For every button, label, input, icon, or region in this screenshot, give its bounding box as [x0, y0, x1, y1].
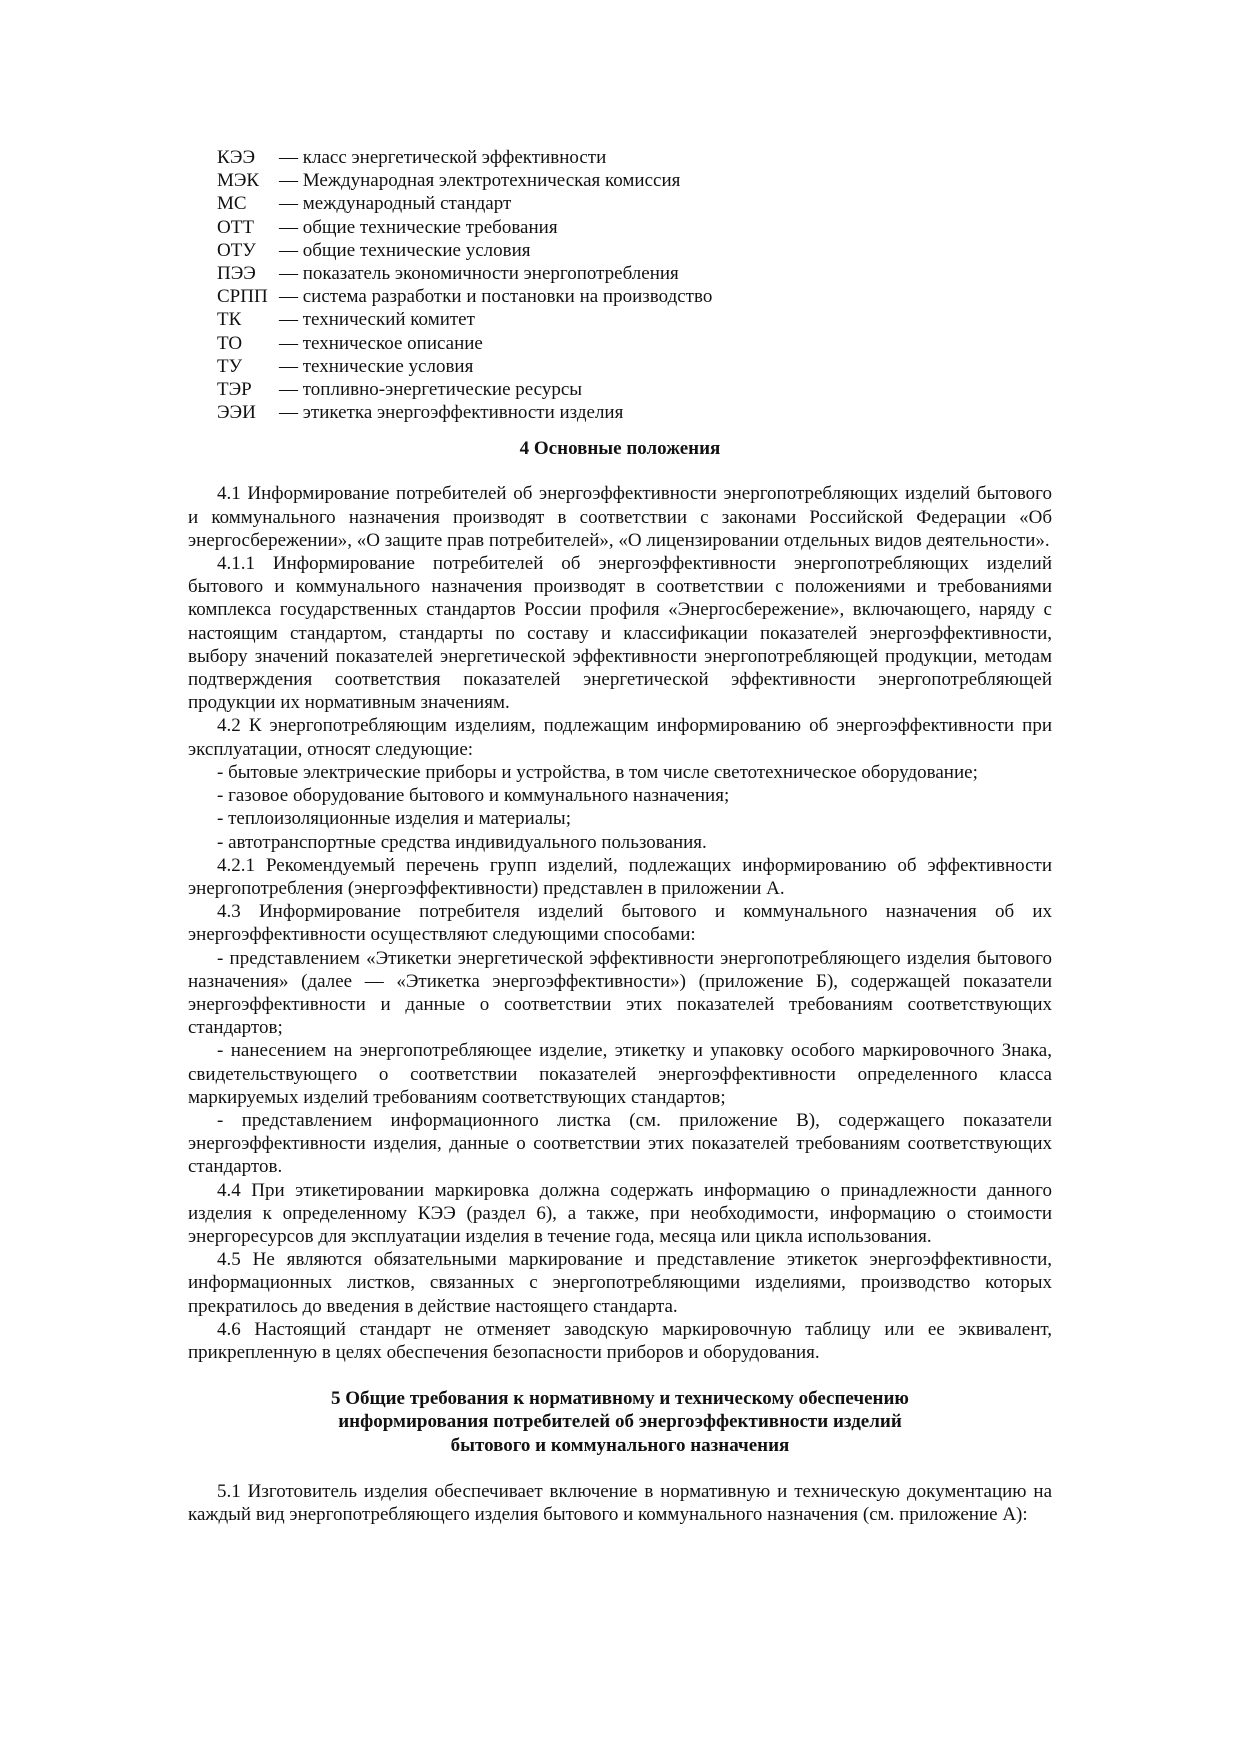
abbreviation-definition: — технический комитет	[279, 309, 475, 331]
abbreviation-code: ОТТ	[217, 216, 254, 238]
abbreviation-row	[217, 355, 1052, 378]
abbreviation-definition: — международный стандарт	[279, 193, 512, 215]
paragraph-4-3: 4.3 Информирование потребителя изделий бытового и коммунального назначения об их энергоэффективности осуществляют следующими способами:	[188, 901, 1052, 946]
abbreviation-definition: — этикетка энергоэффективности изделия	[279, 402, 624, 424]
section-4-heading: 4 Основные положения	[519, 438, 721, 460]
abbreviation-definition: — система разработки и постановки на производство	[279, 286, 713, 308]
paragraph-4-1: 4.1 Информирование потребителей об энергоэффективности энергопотребляющих изделий бытового и коммунального назначения производят в соответствии с законами Российской Федерации «Об энергосбережении», «О защите прав потребителей», «О лицензировании отдельных видов деятельности».	[188, 483, 1052, 551]
abbreviations-list	[188, 146, 1052, 424]
abbreviation-row	[217, 308, 1052, 331]
abbreviation-row	[217, 216, 1052, 239]
section-5-heading	[188, 1387, 1052, 1457]
paragraph-4-5: 4.5 Не являются обязательными маркирование и представление этикеток энергоэффективности, информационных листков, связанных с энергопотребляющими изделиями, производство которых прекратилось до введения в действие настоящего стандарта.	[188, 1249, 1052, 1317]
abbreviation-definition: — Международная электротехническая комиссия	[279, 170, 681, 192]
abbreviation-code: ТУ	[217, 355, 243, 377]
list-item: - бытовые электрические приборы и устройства, в том числе светотехническое оборудование;	[217, 761, 978, 783]
abbreviation-row	[217, 169, 1052, 192]
paragraph-4-2-1: 4.2.1 Рекомендуемый перечень групп изделий, подлежащих информированию об эффективности энергопотребления (энергоэффективности) представлен в приложении А.	[188, 854, 1052, 899]
section-5-heading-line: информирования потребителей об энергоэффективности изделий	[338, 1411, 902, 1433]
abbreviation-code: СРПП	[217, 286, 268, 308]
abbreviation-row	[217, 401, 1052, 424]
paragraph-5-1: 5.1 Изготовитель изделия обеспечивает включение в нормативную и техническую документацию на каждый вид энергопотребляющего изделия бытового и коммунального назначения (см. приложение А):	[188, 1480, 1052, 1525]
section-5-heading-line: 5 Общие требования к нормативному и техническому обеспечению	[331, 1388, 909, 1410]
abbreviation-definition: — техническое описание	[279, 332, 483, 354]
paragraph-4-6: 4.6 Настоящий стандарт не отменяет заводскую маркировочную таблицу или ее эквивалент, прикрепленную в целях обеспечения безопасности приборов и оборудования.	[188, 1318, 1052, 1363]
abbreviation-code: МС	[217, 193, 247, 215]
abbreviation-code: ТО	[217, 332, 243, 354]
abbreviation-definition: — технические условия	[279, 355, 474, 377]
abbreviation-row	[217, 146, 1052, 169]
list-item: - представлением информационного листка (см. приложение В), содержащего показатели энергоэффективности изделия, данные о соответствии этих показателей требованиям соответствующих стандартов.	[188, 1109, 1052, 1178]
abbreviation-code: МЭК	[217, 170, 260, 192]
paragraph-4-2: 4.2 К энергопотребляющим изделиям, подлежащим информированию об энергоэффективности при эксплуатации, относят следующие:	[188, 715, 1052, 760]
paragraph-4-4: 4.4 При этикетировании маркировка должна содержать информацию о принадлежности данного изделия к определенному КЭЭ (раздел 6), а также, при необходимости, информацию о стоимости энергоресурсов для эксплуатации изделия в течение года, месяца или цикла использования.	[188, 1179, 1052, 1247]
abbreviation-row	[217, 332, 1052, 355]
abbreviation-code: ТЭР	[217, 378, 252, 400]
abbreviation-row	[217, 192, 1052, 215]
abbreviation-code: ПЭЭ	[217, 262, 256, 284]
abbreviation-row	[217, 239, 1052, 262]
abbreviation-row	[217, 262, 1052, 285]
abbreviation-definition: — топливно-энергетические ресурсы	[279, 378, 583, 400]
list-item: - теплоизоляционные изделия и материалы;	[217, 808, 571, 830]
list-item: - представлением «Этикетки энергетической эффективности энергопотребляющего изделия бытового назначения» (далее — «Этикетка энергоэффективности») (приложение Б), содержащей показатели энергоэффективности и данные о соответствии этих показателей требованиям соответствующих стандартов;	[188, 947, 1052, 1039]
abbreviation-code: ЭЭИ	[217, 402, 256, 424]
abbreviation-definition: — класс энергетической эффективности	[279, 147, 607, 168]
abbreviation-code: ОТУ	[217, 239, 256, 261]
abbreviation-code: КЭЭ	[217, 147, 255, 168]
abbreviation-definition: — общие технические условия	[279, 239, 531, 261]
abbreviation-code: ТК	[217, 309, 242, 331]
abbreviation-definition: — показатель экономичности энергопотребления	[279, 262, 679, 284]
list-item: - нанесением на энергопотребляющее изделие, этикетку и упаковку особого маркировочного Знака, свидетельствующего о соответствии показателей энергоэффективности определенного класса маркируемых изделий требованиям соответствующих стандартов;	[188, 1040, 1052, 1108]
abbreviation-row	[217, 378, 1052, 401]
document-page	[188, 146, 1052, 1526]
abbreviation-row	[217, 285, 1052, 308]
abbreviation-definition: — общие технические требования	[279, 216, 558, 238]
list-item: - автотранспортные средства индивидуального пользования.	[217, 831, 707, 853]
list-item: - газовое оборудование бытового и коммунального назначения;	[217, 785, 730, 807]
paragraph-4-1-1: 4.1.1 Информирование потребителей об энергоэффективности энергопотребляющих изделий бытового и коммунального назначения производят в соответствии с положениями и требованиями комплекса государственных стандартов России профиля «Энергосбережение», включающего, наряду с настоящим стандартом, стандарты по составу и классификации показателей энергоэффективности, выбору значений показателей энергетической эффективности энергопотребляющей продукции, методам подтверждения соответствия показателей энергетической эффективности энергопотребляющей продукции их нормативным значениям.	[188, 553, 1052, 714]
section-5-heading-line: бытового и коммунального назначения	[450, 1434, 790, 1456]
